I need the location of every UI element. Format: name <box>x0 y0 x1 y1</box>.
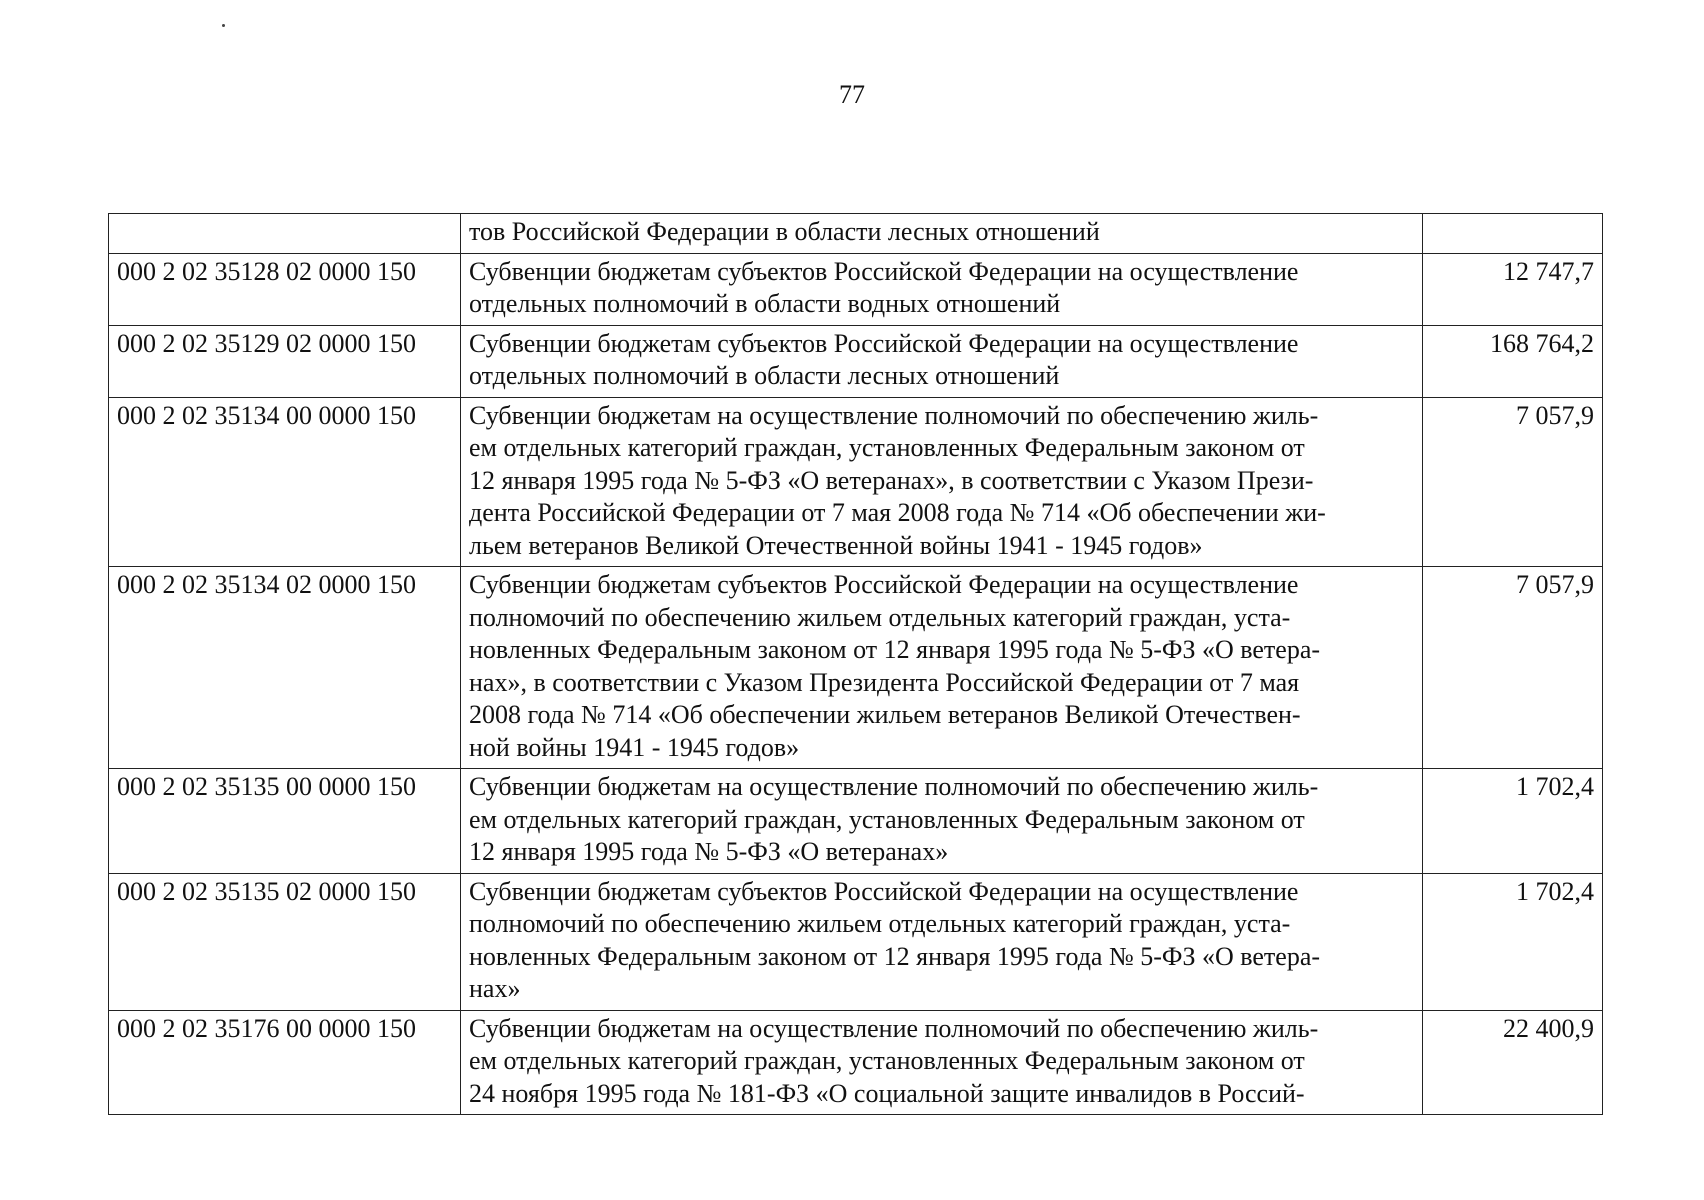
table-row <box>109 325 1603 397</box>
description-cell <box>461 1010 1423 1115</box>
description-cell <box>461 253 1423 325</box>
amount-cell: 22 400,9 <box>1423 1010 1603 1115</box>
budget-code-cell: 000 2 02 35128 02 0000 150 <box>109 253 461 325</box>
description-line: ем отдельных категорий граждан, установленных Федеральным законом от <box>469 1046 1305 1075</box>
table-row <box>109 1010 1603 1115</box>
description-cell <box>461 873 1423 1010</box>
budget-table <box>108 213 1603 1115</box>
amount-cell <box>1423 214 1603 254</box>
description-line: Субвенции бюджетам на осуществление полномочий по обеспечению жиль- <box>469 400 1319 430</box>
budget-code-cell: 000 2 02 35135 00 0000 150 <box>109 769 461 874</box>
budget-code-cell: 000 2 02 35129 02 0000 150 <box>109 325 461 397</box>
scan-speck <box>222 24 225 27</box>
description-cell <box>461 769 1423 874</box>
description-line: ной войны 1941 - 1945 годов» <box>469 732 800 762</box>
budget-code-cell: 000 2 02 35135 02 0000 150 <box>109 873 461 1010</box>
description-line: полномочий по обеспечению жильем отдельных категорий граждан, уста- <box>469 602 1291 632</box>
table-row <box>109 567 1603 769</box>
description-line: тов Российской Федерации в области лесных отношений <box>469 217 1100 246</box>
description-line: льем ветеранов Великой Отечественной войны 1941 - 1945 годов» <box>469 530 1203 560</box>
amount-cell: 168 764,2 <box>1423 325 1603 397</box>
description-line: 24 ноября 1995 года № 181-ФЗ «О социальной защите инвалидов в Россий- <box>469 1078 1305 1108</box>
budget-code-cell <box>109 214 461 254</box>
description-line: Субвенции бюджетам на осуществление полномочий по обеспечению жиль- <box>469 1013 1319 1043</box>
description-line: ем отдельных категорий граждан, установленных Федеральным законом от <box>469 804 1305 834</box>
budget-code-cell: 000 2 02 35176 00 0000 150 <box>109 1010 461 1115</box>
budget-table-body <box>109 214 1603 1115</box>
description-line: новленных Федеральным законом от 12 января 1995 года № 5-ФЗ «О ветера- <box>469 635 1321 664</box>
description-line: нах», в соответствии с Указом Президента Российской Федерации от 7 мая <box>469 667 1300 697</box>
description-cell <box>461 325 1423 397</box>
description-line: полномочий по обеспечению жильем отдельных категорий граждан, уста- <box>469 909 1291 938</box>
amount-cell: 1 702,4 <box>1423 769 1603 874</box>
description-line: отдельных полномочий в области водных отношений <box>469 289 1061 318</box>
budget-code-cell: 000 2 02 35134 02 0000 150 <box>109 567 461 769</box>
amount-cell: 7 057,9 <box>1423 397 1603 567</box>
amount-cell: 1 702,4 <box>1423 873 1603 1010</box>
description-line: Субвенции бюджетам субъектов Российской Федерации на осуществление <box>469 570 1299 599</box>
description-line: новленных Федеральным законом от 12 января 1995 года № 5-ФЗ «О ветера- <box>469 941 1321 971</box>
description-line: ем отдельных категорий граждан, установленных Федеральным законом от <box>469 433 1305 462</box>
description-line: дента Российской Федерации от 7 мая 2008 года № 714 «Об обеспечении жи- <box>469 498 1326 527</box>
description-line: отдельных полномочий в области лесных отношений <box>469 361 1060 390</box>
table-row <box>109 253 1603 325</box>
budget-code-cell: 000 2 02 35134 00 0000 150 <box>109 397 461 567</box>
description-line: Субвенции бюджетам субъектов Российской Федерации на осуществление <box>469 328 1299 358</box>
description-cell <box>461 567 1423 769</box>
description-line: Субвенции бюджетам субъектов Российской Федерации на осуществление <box>469 256 1299 286</box>
table-row <box>109 397 1603 567</box>
description-line: нах» <box>469 974 521 1003</box>
amount-cell: 12 747,7 <box>1423 253 1603 325</box>
description-line: Субвенции бюджетам на осуществление полномочий по обеспечению жиль- <box>469 772 1319 801</box>
description-line: 12 января 1995 года № 5-ФЗ «О ветеранах», в соответствии с Указом Прези- <box>469 465 1314 495</box>
table-row <box>109 873 1603 1010</box>
table-row <box>109 769 1603 874</box>
page-number: 77 <box>839 80 865 109</box>
description-line: 2008 года № 714 «Об обеспечении жильем ветеранов Великой Отечествен- <box>469 700 1301 729</box>
description-cell <box>461 397 1423 567</box>
description-cell <box>461 214 1423 254</box>
table-row <box>109 214 1603 254</box>
description-line: Субвенции бюджетам субъектов Российской Федерации на осуществление <box>469 876 1299 906</box>
description-line: 12 января 1995 года № 5-ФЗ «О ветеранах» <box>469 837 949 866</box>
amount-cell: 7 057,9 <box>1423 567 1603 769</box>
